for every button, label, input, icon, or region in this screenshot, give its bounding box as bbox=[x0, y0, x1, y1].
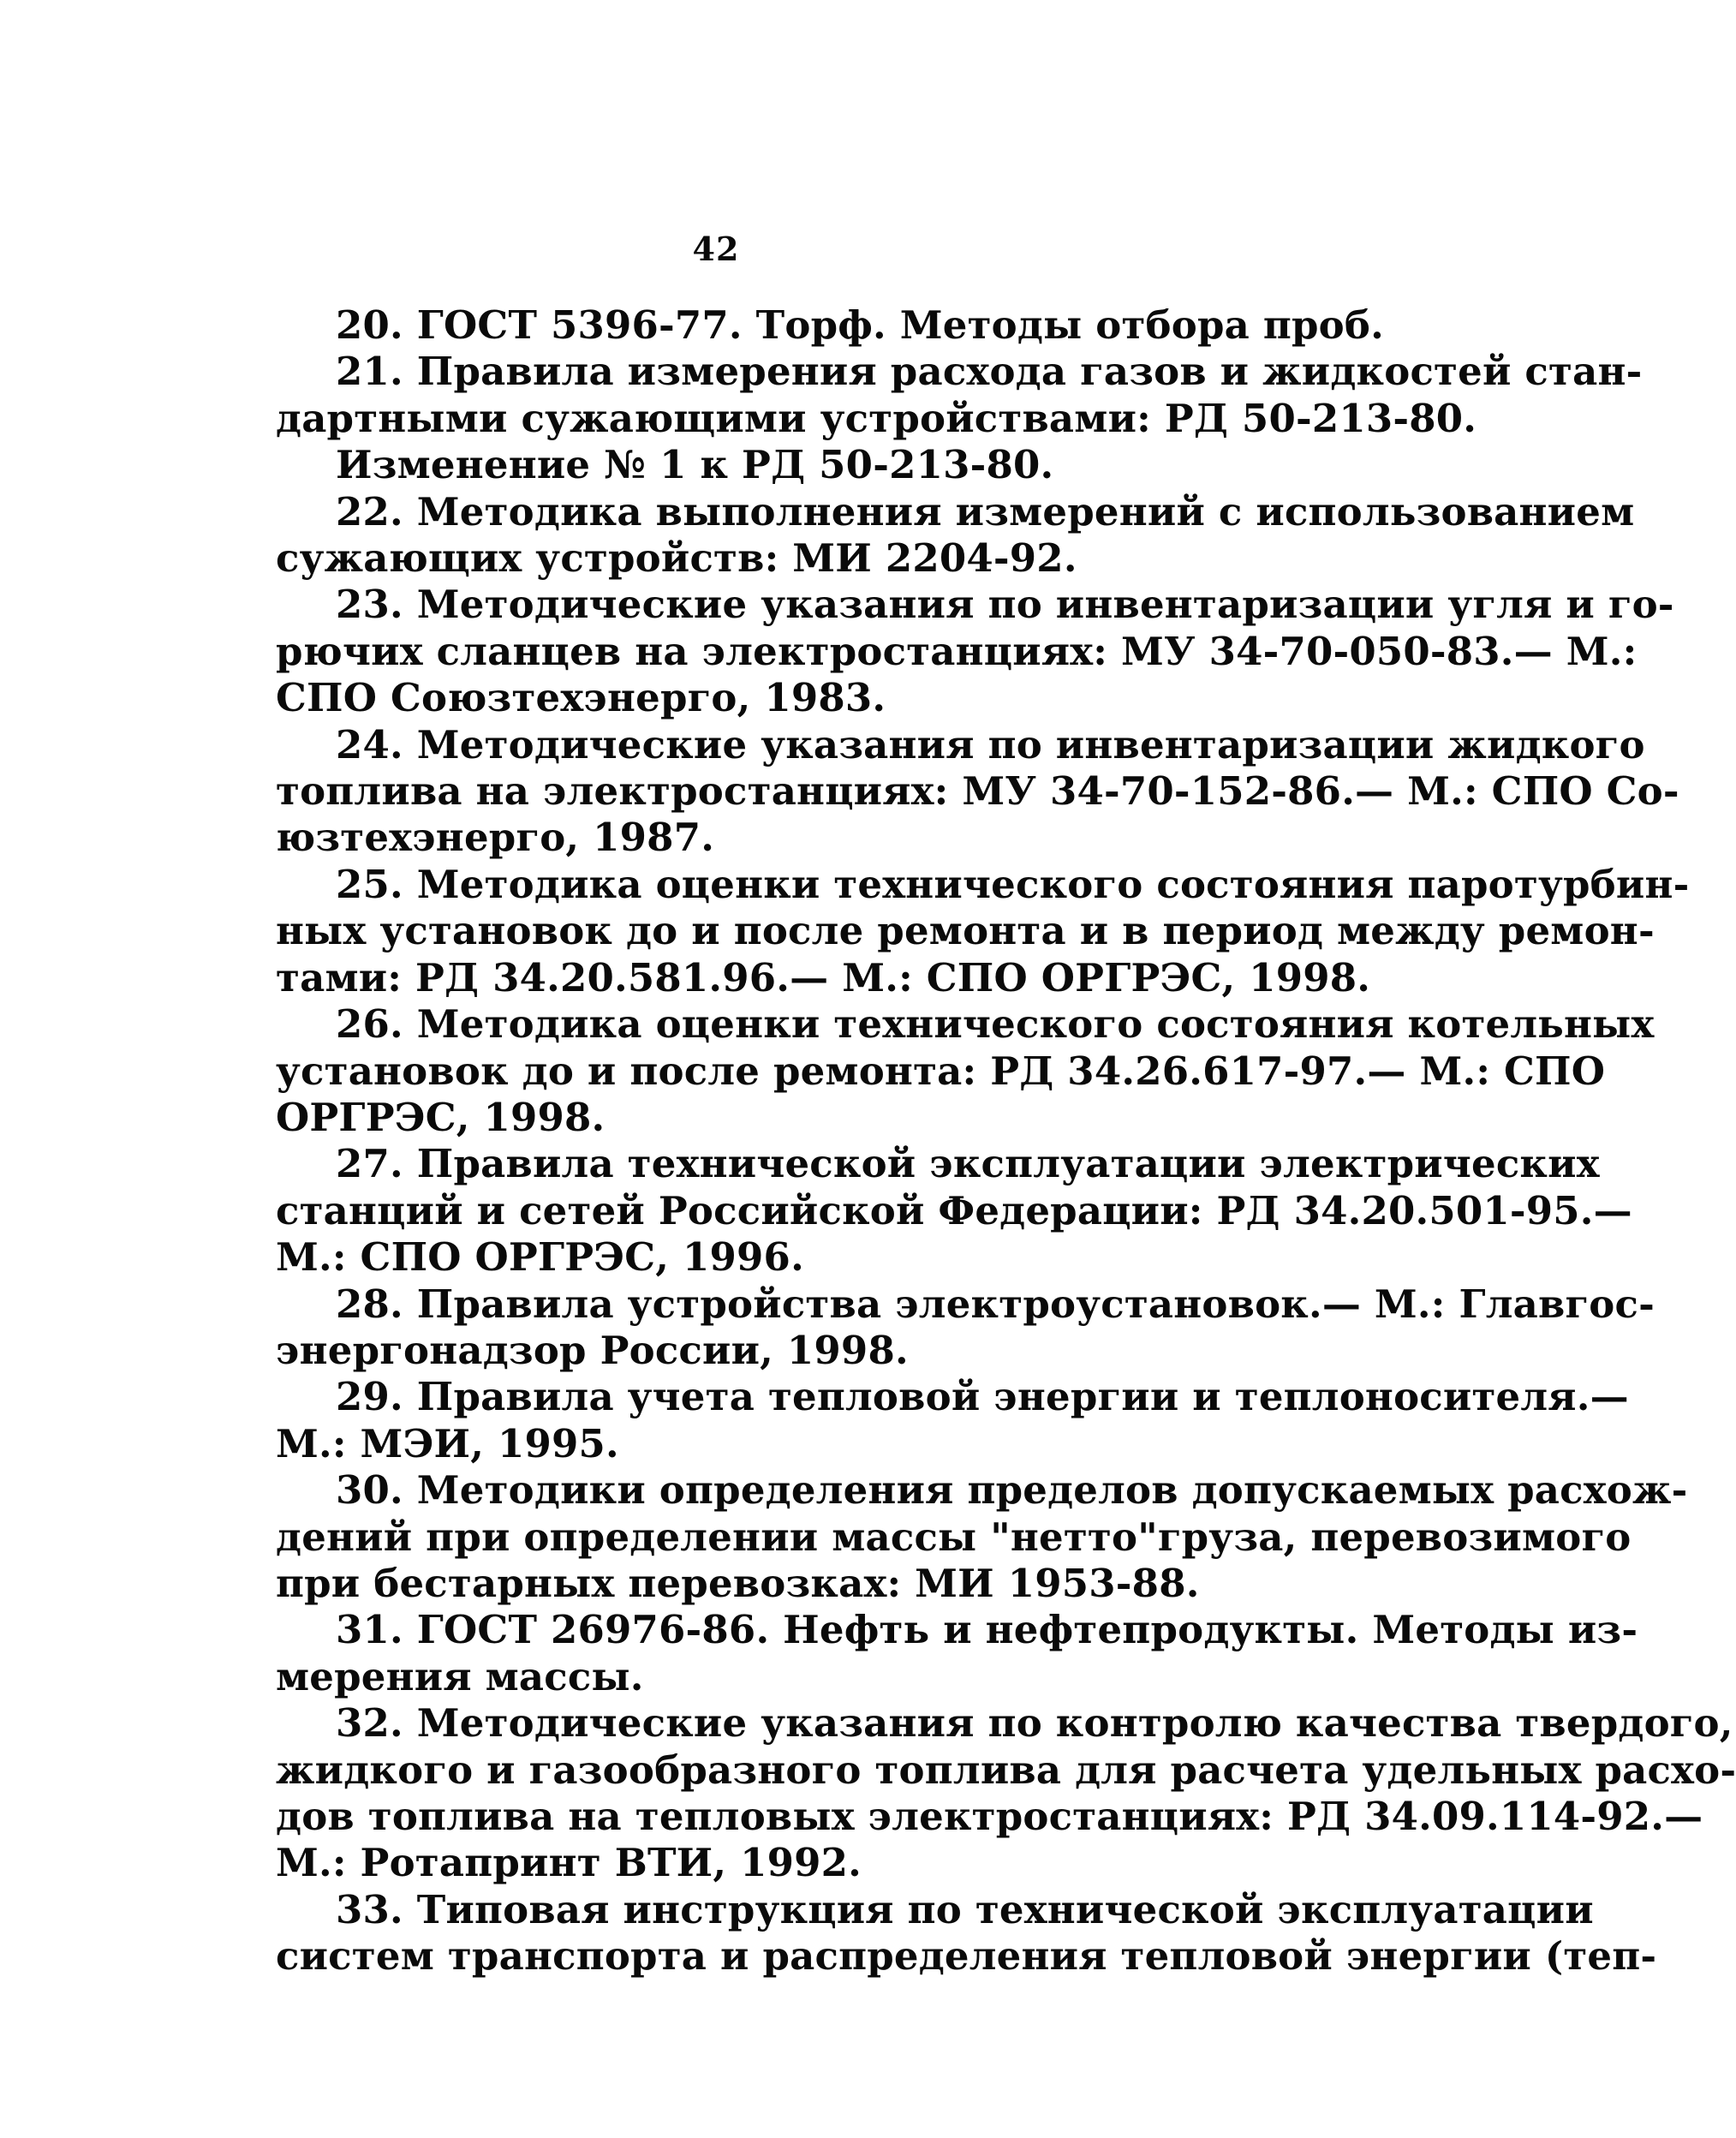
reference-line: М.: МЭИ, 1995. bbox=[276, 1420, 619, 1466]
reference-line: 27. Правила технической эксплуатации электрических bbox=[336, 1141, 1600, 1187]
reference-item bbox=[276, 721, 1679, 862]
reference-line: 23. Методические указания по инвентаризации угля и го- bbox=[336, 582, 1674, 628]
reference-line: СПО Союзтехэнерго, 1983. bbox=[276, 675, 886, 721]
reference-line: топлива на электростанциях: МУ 34-70-152-86.— М.: СПО Со- bbox=[276, 768, 1679, 815]
reference-line: дов топлива на тепловых электростанциях: РД 34.09.114-92.— bbox=[276, 1794, 1703, 1839]
reference-line: 29. Правила учета тепловой энергии и теплоносителя.— bbox=[336, 1374, 1629, 1420]
reference-line: станций и сетей Российской Федерации: РД 34.20.501-95.— bbox=[276, 1187, 1632, 1233]
reference-line: рючих сланцев на электростанциях: МУ 34-70-050-83.— М.: bbox=[276, 628, 1638, 674]
reference-item bbox=[276, 442, 1379, 488]
reference-line: Изменение № 1 к РД 50-213-80. bbox=[336, 442, 1054, 488]
reference-item bbox=[276, 488, 1635, 582]
reference-line: 31. ГОСТ 26976-86. Нефть и нефтепродукты. Методы из- bbox=[336, 1607, 1638, 1653]
reference-item bbox=[276, 1467, 1688, 1607]
reference-line: ных установок до и после ремонта и в период между ремон- bbox=[276, 908, 1655, 954]
reference-item bbox=[276, 1700, 1736, 1887]
reference-item bbox=[276, 349, 1643, 442]
reference-line: установок до и после ремонта: РД 34.26.617-97.— М.: СПО bbox=[276, 1048, 1606, 1094]
reference-line: жидкого и газообразного топлива для расчета удельных расхо- bbox=[276, 1747, 1736, 1793]
reference-line: 26. Методика оценки технического состояния котельных bbox=[336, 1001, 1655, 1048]
reference-line: мерения массы. bbox=[276, 1653, 644, 1699]
reference-line: сужающих устройств: МИ 2204-92. bbox=[276, 535, 1077, 582]
reference-line: систем транспорта и распределения тепловой энергии (теп- bbox=[276, 1933, 1657, 1980]
reference-line: М.: СПО ОРГРЭС, 1996. bbox=[276, 1234, 804, 1281]
reference-item bbox=[276, 1141, 1632, 1281]
reference-item bbox=[276, 1886, 1657, 1980]
reference-line: дартными сужающими устройствами: РД 50-213-80. bbox=[276, 395, 1477, 441]
reference-item bbox=[276, 1001, 1655, 1141]
reference-line: юзтехэнерго, 1987. bbox=[276, 815, 715, 861]
reference-line: 28. Правила устройства электроустановок.— М.: Главгос- bbox=[336, 1281, 1655, 1327]
reference-line: 20. ГОСТ 5396-77. Торф. Методы отбора проб. bbox=[336, 302, 1384, 348]
reference-item bbox=[276, 861, 1690, 1001]
reference-line: 32. Методические указания по контролю качества твердого, bbox=[336, 1700, 1733, 1747]
reference-line: 21. Правила измерения расхода газов и жидкостей стан- bbox=[336, 349, 1643, 395]
reference-line: 24. Методические указания по инвентаризации жидкого bbox=[336, 721, 1645, 767]
reference-line: энергонадзор России, 1998. bbox=[276, 1327, 909, 1373]
reference-line: 33. Типовая инструкция по технической эксплуатации bbox=[336, 1886, 1594, 1932]
reference-line: 25. Методика оценки технического состояния паротурбин- bbox=[336, 861, 1690, 907]
reference-item bbox=[276, 302, 1384, 349]
reference-line: при бестарных перевозках: МИ 1953-88. bbox=[276, 1560, 1200, 1606]
reference-line: ОРГРЭС, 1998. bbox=[276, 1094, 606, 1140]
reference-list bbox=[276, 302, 1736, 1980]
reference-item bbox=[276, 1607, 1638, 1700]
reference-line: 22. Методика выполнения измерений с использованием bbox=[336, 488, 1635, 534]
reference-item bbox=[276, 1281, 1655, 1375]
reference-item bbox=[276, 1374, 1629, 1467]
reference-line: дений при определении массы "нетто"груза, перевозимого bbox=[276, 1514, 1632, 1560]
reference-line: тами: РД 34.20.581.96.— М.: СПО ОРГРЭС, 1998. bbox=[276, 954, 1371, 1000]
page-number: 42 bbox=[692, 230, 740, 268]
reference-item bbox=[276, 582, 1674, 721]
reference-line: 30. Методики определения пределов допускаемых расхож- bbox=[336, 1467, 1688, 1514]
reference-line: М.: Ротапринт ВТИ, 1992. bbox=[276, 1840, 862, 1886]
